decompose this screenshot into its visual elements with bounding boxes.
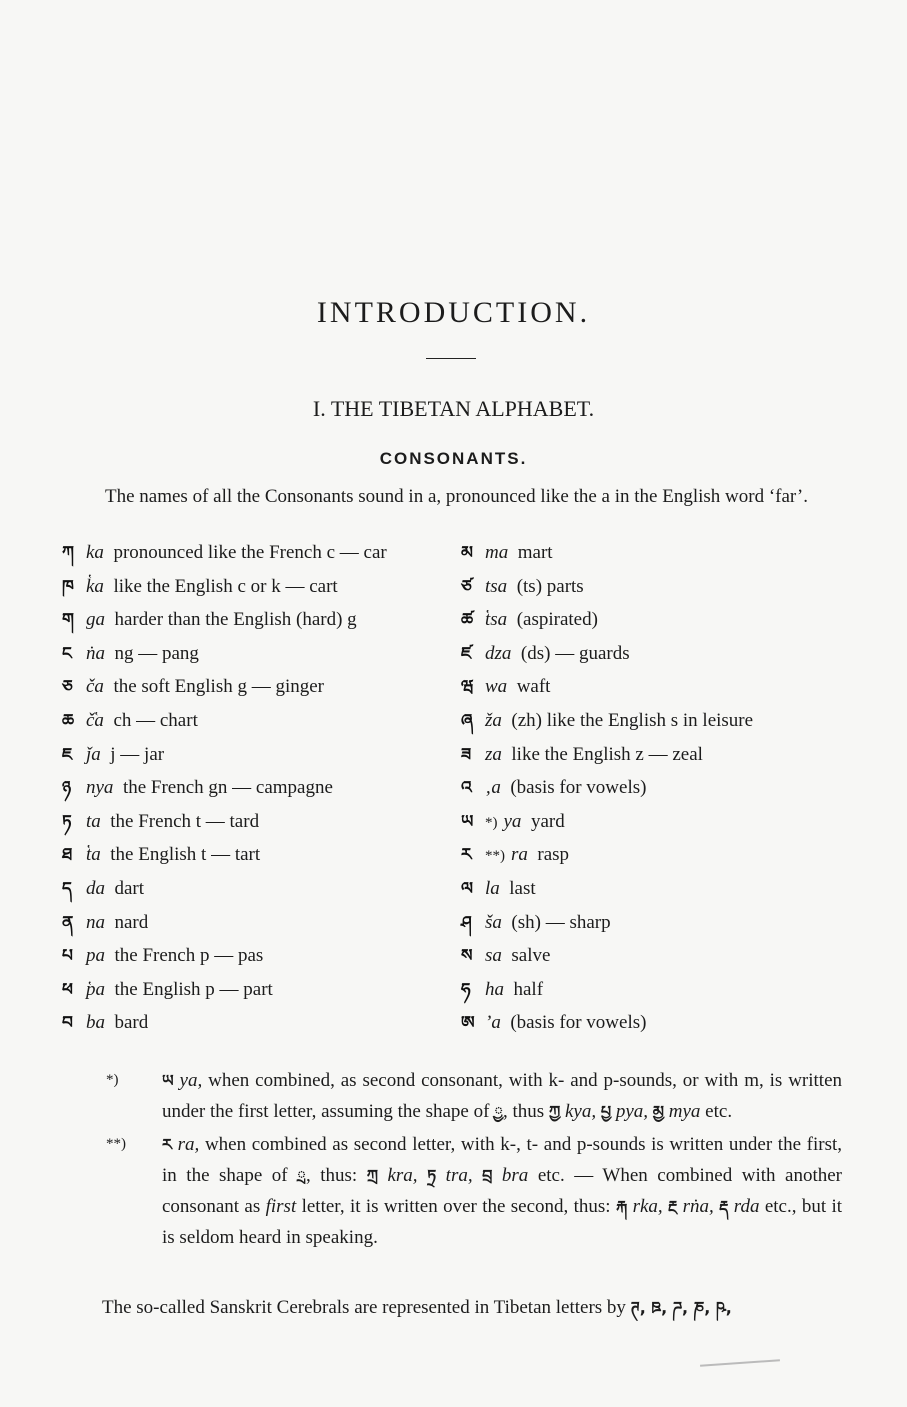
tibetan-glyph: འ	[461, 778, 472, 799]
consonant-row	[461, 809, 861, 843]
tibetan-glyph: ན	[62, 912, 74, 933]
page-smudge	[700, 1359, 780, 1367]
tibetan-glyph: ཏྲ	[427, 1166, 437, 1185]
transliteration: k̔a	[86, 575, 104, 597]
tibetan-glyph: ཐ	[62, 845, 73, 866]
consonant-row	[62, 910, 452, 944]
pronunciation: half	[513, 978, 544, 1000]
tibetan-glyph: ཆ	[62, 710, 75, 731]
consonant-row	[62, 977, 452, 1011]
tibetan-glyph: ཚ	[461, 610, 474, 631]
consonant-row	[461, 943, 861, 977]
intro-paragraph: The names of all the Consonants sound in a, pronounced like the a in the English word ‘far’.	[105, 486, 809, 507]
pronunciation: (aspirated)	[516, 609, 598, 631]
consonant-row	[461, 876, 861, 910]
consonant-row	[62, 574, 452, 608]
transliteration: ra,	[177, 1134, 200, 1155]
tibetan-glyph: ཛ	[461, 643, 472, 664]
transliteration: bra	[501, 1165, 529, 1186]
tibetan-glyph: བ	[62, 1013, 73, 1034]
tibetan-glyph: ལ	[461, 878, 474, 899]
consonant-row	[62, 540, 452, 574]
transliteration: mya	[668, 1101, 701, 1122]
transliteration: rda	[733, 1196, 760, 1217]
consonants-right-column	[461, 540, 861, 1044]
pronunciation: bard	[114, 1012, 149, 1034]
transliteration: kya,	[564, 1101, 597, 1122]
transliteration: tsa	[485, 575, 508, 597]
consonant-row	[62, 842, 452, 876]
note-text: letter, it is written over the second, thus:	[301, 1196, 611, 1217]
consonants-left-column	[62, 540, 452, 1044]
tibetan-glyph: པྱ	[600, 1102, 612, 1121]
pronunciation: pronounced like the French c — car	[113, 542, 387, 563]
pronunciation: salve	[511, 945, 551, 967]
transliteration: t̔a	[86, 844, 101, 866]
pronunciation: (basis for vowels)	[510, 777, 647, 799]
tibetan-glyph: པ	[62, 946, 73, 967]
transliteration: za	[485, 743, 502, 765]
consonant-row	[461, 708, 861, 742]
transliteration: ǰa	[86, 743, 101, 765]
transliteration: rka,	[632, 1196, 663, 1217]
tibetan-glyph: ཀ	[62, 543, 74, 563]
tibetan-glyph: ཉ	[62, 778, 72, 799]
note-text: , thus:	[305, 1165, 358, 1186]
tibetan-glyph: ཇ	[62, 744, 73, 765]
note-text: etc. — When combined with another consonant as	[162, 1165, 842, 1217]
transliteration: ya	[503, 810, 522, 832]
pronunciation: mart	[517, 542, 553, 563]
footnote-mark: *)	[106, 1072, 119, 1088]
footnote-ya	[62, 1065, 842, 1127]
tibetan-glyph: ཡ	[461, 811, 474, 832]
tibetan-glyph: བྲ	[482, 1166, 493, 1185]
emphasis: first	[265, 1196, 297, 1217]
tibetan-glyph: ཀྲ	[366, 1166, 378, 1185]
transliteration: wa	[485, 676, 508, 698]
tibetan-glyph: ཤ	[461, 912, 472, 933]
transliteration: ya,	[179, 1070, 203, 1091]
tibetan-glyph: མ	[461, 543, 473, 563]
pronunciation: (ts) parts	[516, 575, 584, 597]
transliteration: ka	[86, 542, 104, 563]
transliteration: č̔a	[86, 709, 104, 731]
transliteration: kra,	[387, 1165, 418, 1186]
consonant-row	[62, 809, 452, 843]
pronunciation: harder than the English (hard) g	[114, 609, 357, 631]
transliteration: t̔sa	[485, 609, 508, 631]
transliteration: la	[485, 877, 500, 899]
transliteration: nya	[86, 777, 114, 799]
footnote-mark: **)	[485, 848, 505, 865]
transliteration: ža	[485, 709, 502, 731]
consonant-row	[461, 1010, 861, 1044]
tibetan-glyph: ས	[461, 946, 473, 967]
consonant-row	[461, 910, 861, 944]
transliteration: ʼa	[485, 1012, 501, 1034]
closing-text: The so-called Sanskrit Cerebrals are represented in Tibetan letters by	[102, 1297, 626, 1318]
note-text: when combined as second letter, with k-, t- and p-sounds is written under the first, in the shape of	[162, 1134, 843, 1186]
transliteration: tra,	[445, 1165, 473, 1186]
tibetan-glyph: མྱ	[652, 1102, 665, 1121]
footnote-ra	[62, 1129, 842, 1253]
note-text: , thus	[503, 1101, 545, 1122]
tibetan-glyph: ཏ	[62, 811, 72, 832]
title-rule	[426, 358, 476, 359]
section-heading: I. THE TIBETAN ALPHABET.	[312, 396, 595, 421]
tibetan-glyph: ཙ	[461, 576, 472, 597]
pronunciation: dart	[114, 877, 145, 899]
consonant-row	[62, 742, 452, 776]
tibetan-glyph: ཀྱ	[548, 1102, 561, 1121]
transliteration: ra	[511, 844, 528, 866]
tibetan-glyph: ཟ	[461, 744, 472, 765]
pronunciation: the French t — tard	[110, 810, 260, 832]
tibetan-glyph: ཨ	[461, 1013, 475, 1034]
consonant-row	[62, 876, 452, 910]
page-title: INTRODUCTION.	[316, 296, 591, 329]
transliteration: ma	[485, 542, 509, 563]
tibetan-glyph: ཅ	[62, 677, 73, 698]
consonant-row	[62, 607, 452, 641]
consonant-row	[461, 607, 861, 641]
tibetan-glyph: ར	[162, 1135, 172, 1154]
pronunciation: rasp	[537, 844, 570, 866]
tibetan-glyph: ྲ	[297, 1166, 306, 1185]
transliteration: ṅa	[86, 642, 105, 664]
pronunciation: ch — chart	[113, 709, 198, 731]
pronunciation: yard	[530, 810, 565, 832]
tibetan-glyph: རྐ	[615, 1197, 628, 1216]
consonant-row	[461, 742, 861, 776]
note-text: etc., but it is seldom heard in speaking.	[162, 1196, 843, 1248]
pronunciation: nard	[114, 911, 149, 933]
tibetan-glyph: ཁ	[62, 576, 74, 597]
cerebral-glyphs: ཊ, ཋ, ཌ, ཎ, ཥ,	[630, 1298, 732, 1317]
transliteration: p̔a	[86, 978, 105, 1000]
pronunciation: the English t — tart	[110, 844, 261, 866]
tibetan-glyph: ང	[62, 643, 72, 664]
transliteration: da	[86, 877, 105, 899]
pronunciation: (zh) like the English s in leisure	[511, 709, 754, 731]
tibetan-glyph: རྡ	[719, 1197, 729, 1216]
consonant-row	[461, 641, 861, 675]
tibetan-glyph: ཕ	[62, 979, 73, 1000]
pronunciation: (ds) — guards	[520, 642, 630, 664]
consonant-row	[461, 540, 861, 574]
transliteration: ba	[86, 1012, 105, 1034]
pronunciation: the English p — part	[114, 978, 273, 1000]
tibetan-glyph: ྱ	[494, 1102, 503, 1121]
pronunciation: waft	[516, 676, 551, 698]
consonants-subheading: CONSONANTS.	[379, 449, 528, 468]
consonant-row	[461, 775, 861, 809]
tibetan-glyph: རྔ	[668, 1197, 678, 1216]
tibetan-glyph: ག	[62, 610, 74, 631]
pronunciation: like the English c or k — cart	[113, 575, 338, 597]
transliteration: dza	[485, 642, 512, 664]
consonant-row	[461, 574, 861, 608]
transliteration: ta	[86, 810, 101, 832]
pronunciation: j — jar	[110, 743, 165, 765]
consonant-row	[62, 775, 452, 809]
transliteration: ha	[485, 978, 504, 1000]
footnote-mark: *)	[485, 814, 498, 831]
tibetan-glyph: ཞ	[461, 710, 473, 731]
tibetan-glyph: ར	[461, 845, 472, 866]
tibetan-glyph: ཡ	[162, 1071, 174, 1090]
pronunciation: the French gn — campagne	[122, 777, 333, 799]
consonant-row	[62, 943, 452, 977]
transliteration: na	[86, 911, 105, 933]
note-text: etc.	[705, 1101, 733, 1122]
footnotes	[62, 1065, 842, 1253]
pronunciation: last	[509, 877, 536, 899]
consonant-row	[62, 708, 452, 742]
transliteration: ‚a	[485, 777, 501, 799]
note-text: when combined, as second consonant, with k- and p-sounds, or with m, is written under the first letter, assuming the shape of	[162, 1070, 843, 1122]
consonant-row	[461, 674, 861, 708]
transliteration: pa	[86, 945, 105, 967]
closing-line	[102, 1290, 842, 1335]
transliteration: rṅa,	[682, 1196, 714, 1217]
consonant-row	[461, 842, 861, 876]
transliteration: ša	[485, 911, 502, 933]
consonant-row	[62, 674, 452, 708]
pronunciation: the soft English g — ginger	[113, 676, 324, 698]
pronunciation: (basis for vowels)	[510, 1012, 647, 1034]
pronunciation: ng — pang	[114, 642, 199, 664]
tibetan-glyph: ད	[62, 878, 72, 899]
pronunciation: (sh) — sharp	[511, 911, 611, 933]
pronunciation: the French p — pas	[114, 945, 264, 967]
transliteration: ga	[86, 609, 105, 631]
consonant-row	[461, 977, 861, 1011]
transliteration: pya,	[615, 1101, 649, 1122]
consonant-row	[62, 641, 452, 675]
pronunciation: like the English z — zeal	[511, 743, 703, 765]
tibetan-glyph: ཧ	[461, 979, 471, 1000]
transliteration: ča	[86, 676, 104, 698]
transliteration: sa	[485, 945, 502, 967]
tibetan-glyph: ཝ	[461, 677, 474, 698]
footnote-mark: **)	[106, 1136, 126, 1152]
consonant-row	[62, 1010, 452, 1044]
